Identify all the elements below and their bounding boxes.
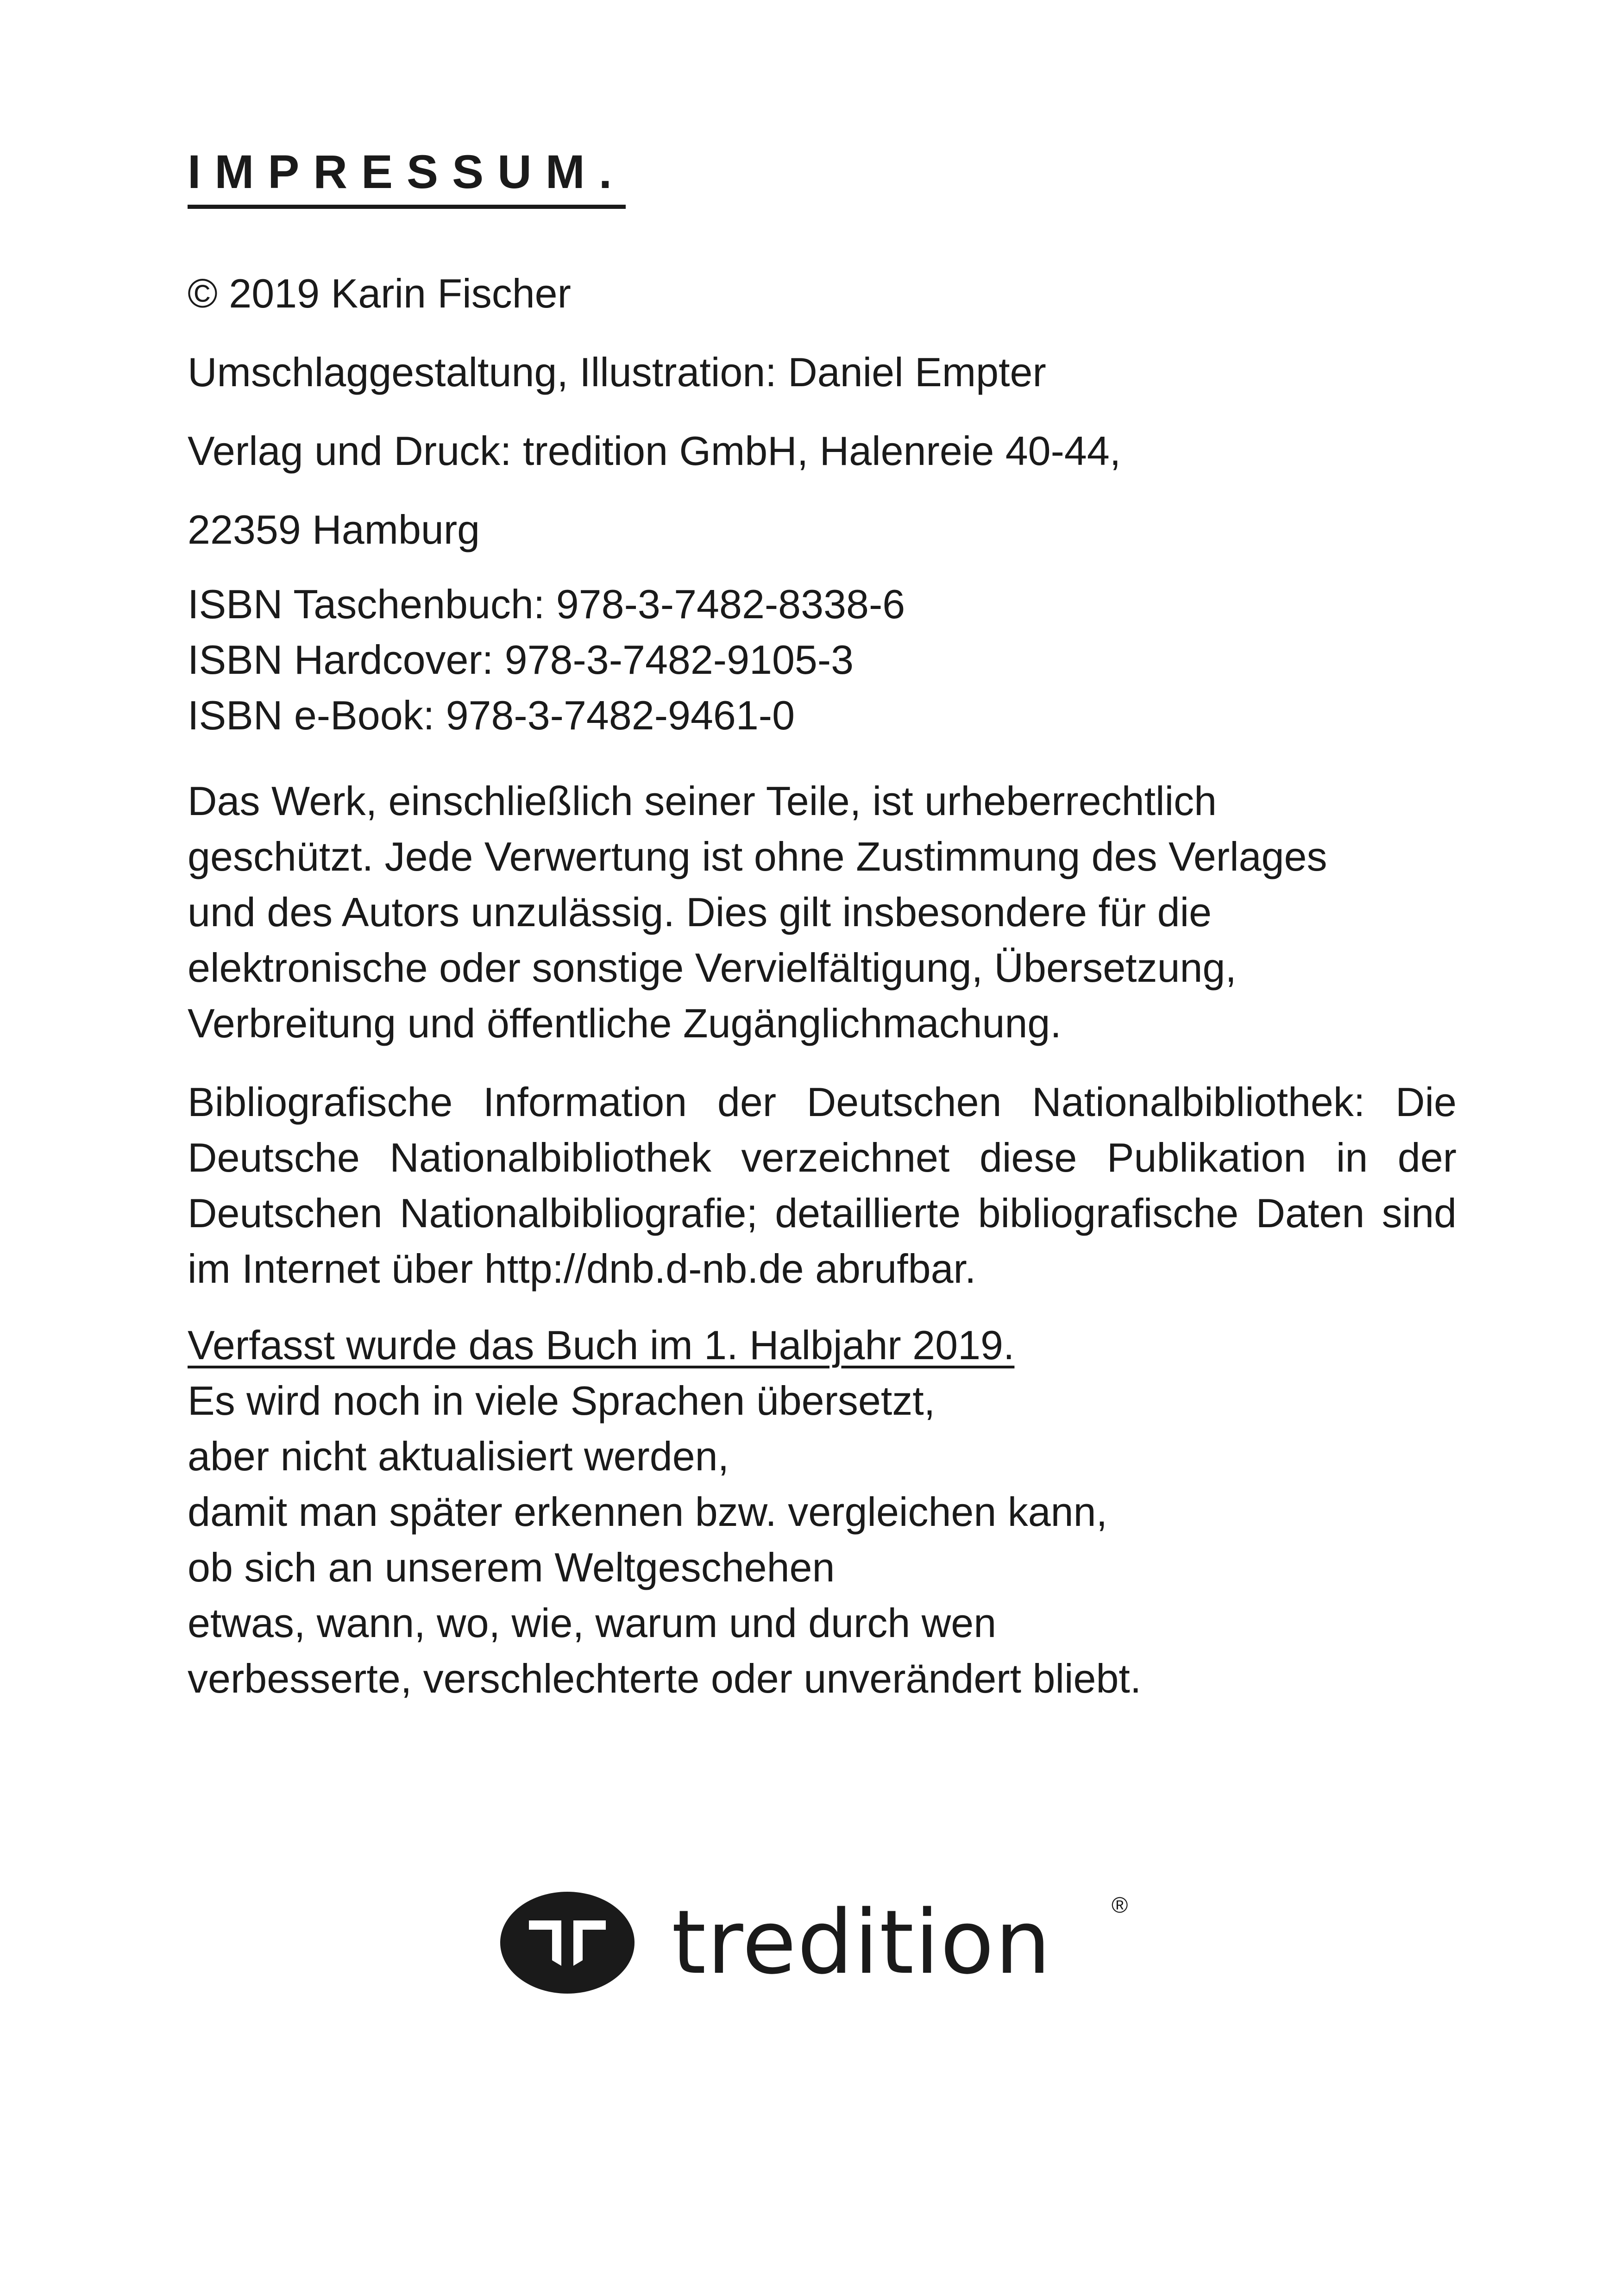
author-note-line: aber nicht aktualisiert werden,	[188, 1433, 729, 1479]
isbn-paperback: ISBN Taschenbuch: 978-3-7482-8338-6	[188, 581, 905, 627]
author-note	[188, 1317, 1457, 1706]
author-note-line: Es wird noch in viele Sprachen übersetzt,	[188, 1378, 936, 1424]
tredition-logo-icon	[500, 1892, 635, 1994]
copyright-notice-line: Das Werk, einschließlich seiner Teile, ist urheberrechtlich	[188, 778, 1217, 824]
copyright-notice	[188, 773, 1457, 1051]
isbn-list	[188, 577, 1457, 743]
publisher-logo	[500, 1892, 1149, 1994]
copyright-notice-line: elektronische oder sonstige Vervielfältigung, Übersetzung,	[188, 945, 1237, 991]
copyright-notice-line: Verbreitung und öffentliche Zugänglichmachung.	[188, 1000, 1062, 1046]
cover-design-credit: Umschlaggestaltung, Illustration: Daniel Empter	[188, 349, 1046, 395]
author-note-line: etwas, wann, wo, wie, warum und durch wen	[188, 1600, 997, 1646]
author-note-line: ob sich an unserem Weltgeschehen	[188, 1544, 835, 1590]
tredition-wordmark: tredition	[672, 1891, 1052, 1994]
copyright-notice-line: geschützt. Jede Verwertung ist ohne Zustimmung des Verlages	[188, 834, 1327, 879]
author-note-line: verbesserte, verschlechterte oder unverändert bliebt.	[188, 1656, 1142, 1701]
publisher-address-line2: 22359 Hamburg	[188, 507, 480, 552]
copyright-line: © 2019 Karin Fischer	[188, 270, 571, 316]
author-note-heading: Verfasst wurde das Buch im 1. Halbjahr 2019.	[188, 1322, 1015, 1368]
bibliographic-information: Bibliografische Information der Deutschen Nationalbibliothek: Die Deutsche Nationalbibliothek verzeichnet diese Publikation in der Deutschen Nationalbibliografie; detaillierte bibliografische Daten sind im Internet über http://dnb.d-nb.de abrufbar.	[188, 1079, 1457, 1292]
registered-trademark-symbol: ®	[1112, 1893, 1128, 1918]
author-note-line: damit man später erkennen bzw. vergleichen kann,	[188, 1489, 1108, 1535]
isbn-hardcover: ISBN Hardcover: 978-3-7482-9105-3	[188, 637, 854, 683]
page-title: IMPRESSUM.	[188, 148, 626, 209]
copyright-notice-line: und des Autors unzulässig. Dies gilt insbesondere für die	[188, 889, 1212, 935]
publisher-address-line1: Verlag und Druck: tredition GmbH, Halenreie 40-44,	[188, 428, 1121, 474]
isbn-ebook: ISBN e-Book: 978-3-7482-9461-0	[188, 692, 795, 738]
